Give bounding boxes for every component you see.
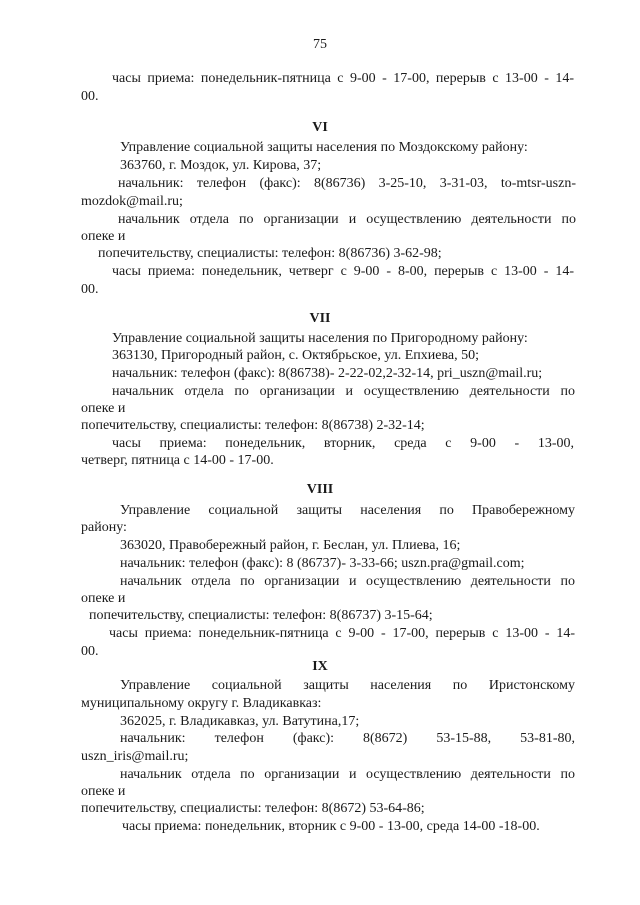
department-title-cont: району: [81, 520, 127, 535]
specialists-phone: попечительству, специалисты: телефон: 8(86736) 3-62-98; [98, 246, 442, 261]
department-title: Управление социальной защиты населения по Моздокскому району: [120, 140, 528, 155]
department-address: 363020, Правобережный район, г. Беслан, ул. Плиева, 16; [120, 538, 461, 553]
reception-hours-line: часы приема: понедельник-пятница с 9-00 - 17-00, перерыв с 13-00 - 14- [109, 626, 575, 641]
guardianship-head-cont: опеке и [81, 401, 126, 416]
guardianship-head-cont: опеке и [81, 229, 126, 244]
chief-contact-email: uszn_iris@mail.ru; [81, 749, 189, 764]
reception-hours-line: 00. [81, 644, 99, 659]
reception-hours-line: часы приема: понедельник-пятница с 9-00 - 17-00, перерыв с 13-00 - 14- [112, 71, 574, 86]
guardianship-head: начальник отдела по организации и осуществлению деятельности по [112, 384, 575, 399]
reception-hours-line: 00. [81, 282, 99, 297]
chief-contact: начальник: телефон (факс): 8(86738)- 2-22-02,2-32-14, pri_uszn@mail.ru; [112, 366, 543, 381]
department-title: Управление социальной защиты населения по Правобережному [120, 503, 575, 518]
department-title: Управление социальной защиты населения по Иристонскому [120, 678, 575, 693]
guardianship-head-cont: опеке и [81, 784, 126, 799]
chief-contact: начальник: телефон (факс): 8(86736) 3-25-10, 3-31-03, to-mtsr-uszn- [118, 176, 576, 191]
page-number: 75 [313, 37, 327, 52]
department-address: 362025, г. Владикавказ, ул. Ватутина,17; [120, 714, 360, 729]
chief-contact: начальник: телефон (факс): 8(8672) 53-15-88, 53-81-80, [120, 731, 575, 746]
department-title-cont: муниципальному округу г. Владикавказ: [81, 696, 322, 711]
guardianship-head: начальник отдела по организации и осуществлению деятельности по [120, 574, 575, 589]
specialists-phone: попечительству, специалисты: телефон: 8(86737) 3-15-64; [89, 608, 433, 623]
reception-hours-line: 00. [81, 89, 99, 104]
department-title: Управление социальной защиты населения по Пригородному району: [112, 331, 528, 346]
reception-hours-line: четверг, пятница с 14-00 - 17-00. [81, 453, 274, 468]
section-heading-vi: VI [312, 120, 328, 135]
section-heading-viii: VIII [306, 482, 334, 497]
section-heading-vii: VII [309, 311, 331, 326]
reception-hours-line: часы приема: понедельник, вторник с 9-00 - 13-00, среда 14-00 -18-00. [122, 819, 540, 834]
department-address: 363760, г. Моздок, ул. Кирова, 37; [120, 158, 322, 173]
chief-contact: начальник: телефон (факс): 8 (86737)- 3-33-66; uszn.pra@gmail.com; [120, 556, 525, 571]
section-heading-ix: IX [312, 659, 328, 674]
reception-hours-line: часы приема: понедельник, четверг с 9-00 - 8-00, перерыв с 13-00 - 14- [112, 264, 574, 279]
department-address: 363130, Пригородный район, с. Октябрьское, ул. Епхиева, 50; [112, 348, 479, 363]
guardianship-head: начальник отдела по организации и осуществлению деятельности по [118, 212, 576, 227]
reception-hours-line: часы приема: понедельник, вторник, среда с 9-00 - 13-00, [112, 436, 574, 451]
chief-contact-email: mozdok@mail.ru; [81, 194, 183, 209]
guardianship-head-cont: опеке и [81, 591, 126, 606]
specialists-phone: попечительству, специалисты: телефон: 8(86738) 2-32-14; [81, 418, 425, 433]
specialists-phone: попечительству, специалисты: телефон: 8(8672) 53-64-86; [81, 801, 425, 816]
guardianship-head: начальник отдела по организации и осуществлению деятельности по [120, 767, 575, 782]
